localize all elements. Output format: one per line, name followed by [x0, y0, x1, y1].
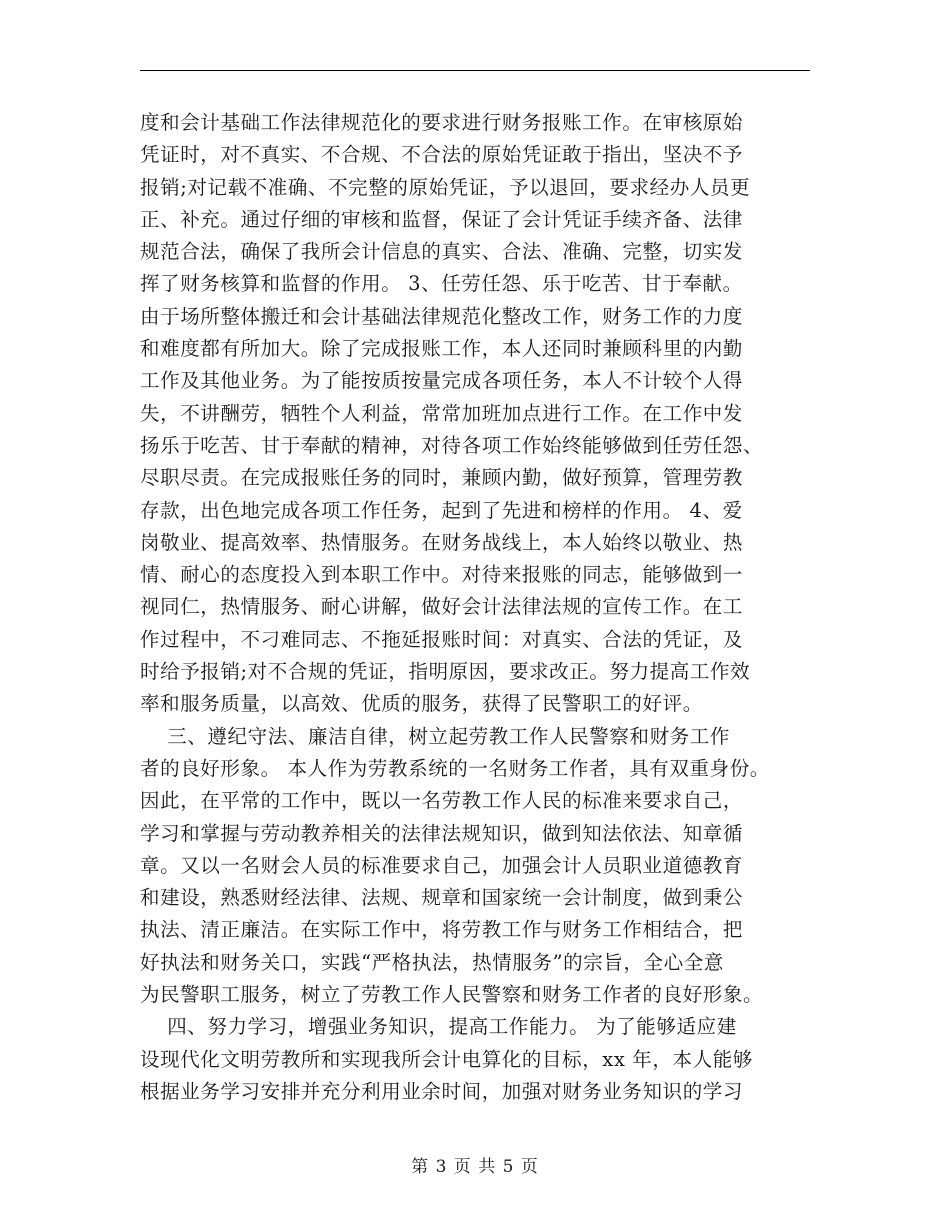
text-line: 学习和掌握与劳动教养相关的法律法规知识，做到知法依法、知章循 [140, 821, 744, 845]
text-line: 挥了财务核算和监督的作用。 3、任劳任怨、乐于吃苦、甘于奉献。 [140, 272, 743, 296]
text-line: 根据业务学习安排并充分利用业余时间，加强对财务业务知识的学习 [140, 1079, 744, 1103]
text-line: 岗敬业、提高效率、热情服务。在财务战线上，本人始终以敬业、热 [140, 530, 744, 554]
text-line: 工作及其他业务。为了能按质按量完成各项任务，本人不计较个人得 [140, 369, 744, 393]
text-line: 者的良好形象。 本人作为劳教系统的一名财务工作者，具有双重身份。 [140, 756, 770, 780]
text-line: 视同仁，热情服务、耐心讲解，做好会计法律法规的宣传工作。在工 [140, 595, 744, 619]
text-line: 尽职尽责。在完成报账任务的同时，兼顾内勤，做好预算，管理劳教 [140, 466, 744, 490]
text-line: 扬乐于吃苦、甘于奉献的精神，对待各项工作始终能够做到任劳任怨、 [140, 433, 764, 457]
text-line: 度和会计基础工作法律规范化的要求进行财务报账工作。在审核原始 [140, 111, 744, 134]
text-line: 由于场所整体搬迁和会计基础法律规范化整改工作，财务工作的力度 [140, 304, 744, 328]
document-body [140, 107, 820, 1108]
text-line: 章。又以一名财会人员的标准要求自己，加强会计人员职业道德教育 [140, 853, 744, 877]
text-line: 因此，在平常的工作中，既以一名劳教工作人民的标准来要求自己， [140, 789, 744, 813]
text-line: 失，不讲酬劳，牺牲个人利益，常常加班加点进行工作。在工作中发 [140, 401, 744, 425]
page-number-footer: 第 3 页 共 5 页 [411, 1157, 539, 1177]
text-line: 正、补充。通过仔细的审核和监督，保证了会计凭证手续齐备、法律 [140, 207, 744, 231]
text-line: 三、遵纪守法、廉洁自律，树立起劳教工作人民警察和财务工作 [140, 724, 730, 748]
text-line: 为民警职工服务，树立了劳教工作人民警察和财务工作者的良好形象。 [140, 983, 764, 1007]
text-line: 凭证时，对不真实、不合规、不合法的原始凭证敢于指出，坚决不予 [140, 143, 744, 167]
text-line: 设现代化文明劳教所和实现我所会计电算化的目标，xx 年，本人能够 [140, 1047, 753, 1071]
text-line: 时给予报销;对不合规的凭证，指明原因，要求改正。努力提高工作效 [140, 660, 751, 684]
text-line: 情、耐心的态度投入到本职工作中。对待来报账的同志，能够做到一 [140, 563, 744, 587]
text-line: 规范合法，确保了我所会计信息的真实、合法、准确、完整，切实发 [140, 240, 744, 264]
text-line: 和建设，熟悉财经法律、法规、规章和国家统一会计制度，做到秉公 [140, 886, 744, 910]
text-line: 率和服务质量，以高效、优质的服务，获得了民警职工的好评。 [140, 692, 703, 716]
header-rule [140, 70, 810, 71]
text-line: 执法、清正廉洁。在实际工作中，将劳教工作与财务工作相结合，把 [140, 918, 744, 942]
text-line: 作过程中，不刁难同志、不拖延报账时间：对真实、合法的凭证，及 [140, 627, 744, 651]
text-line: 报销;对记载不准确、不完整的原始凭证，予以退回，要求经办人员更 [140, 175, 751, 199]
text-line: 存款，出色地完成各项工作任务，起到了先进和榜样的作用。 4、爱 [140, 498, 743, 522]
text-line: 和难度都有所加大。除了完成报账工作，本人还同时兼顾科里的内勤 [140, 337, 744, 361]
text-line: 好执法和财务关口，实践“严格执法，热情服务”的宗旨，全心全意 [140, 950, 724, 974]
text-line: 四、努力学习，增强业务知识，提高工作能力。 为了能够适应建 [140, 1015, 737, 1039]
